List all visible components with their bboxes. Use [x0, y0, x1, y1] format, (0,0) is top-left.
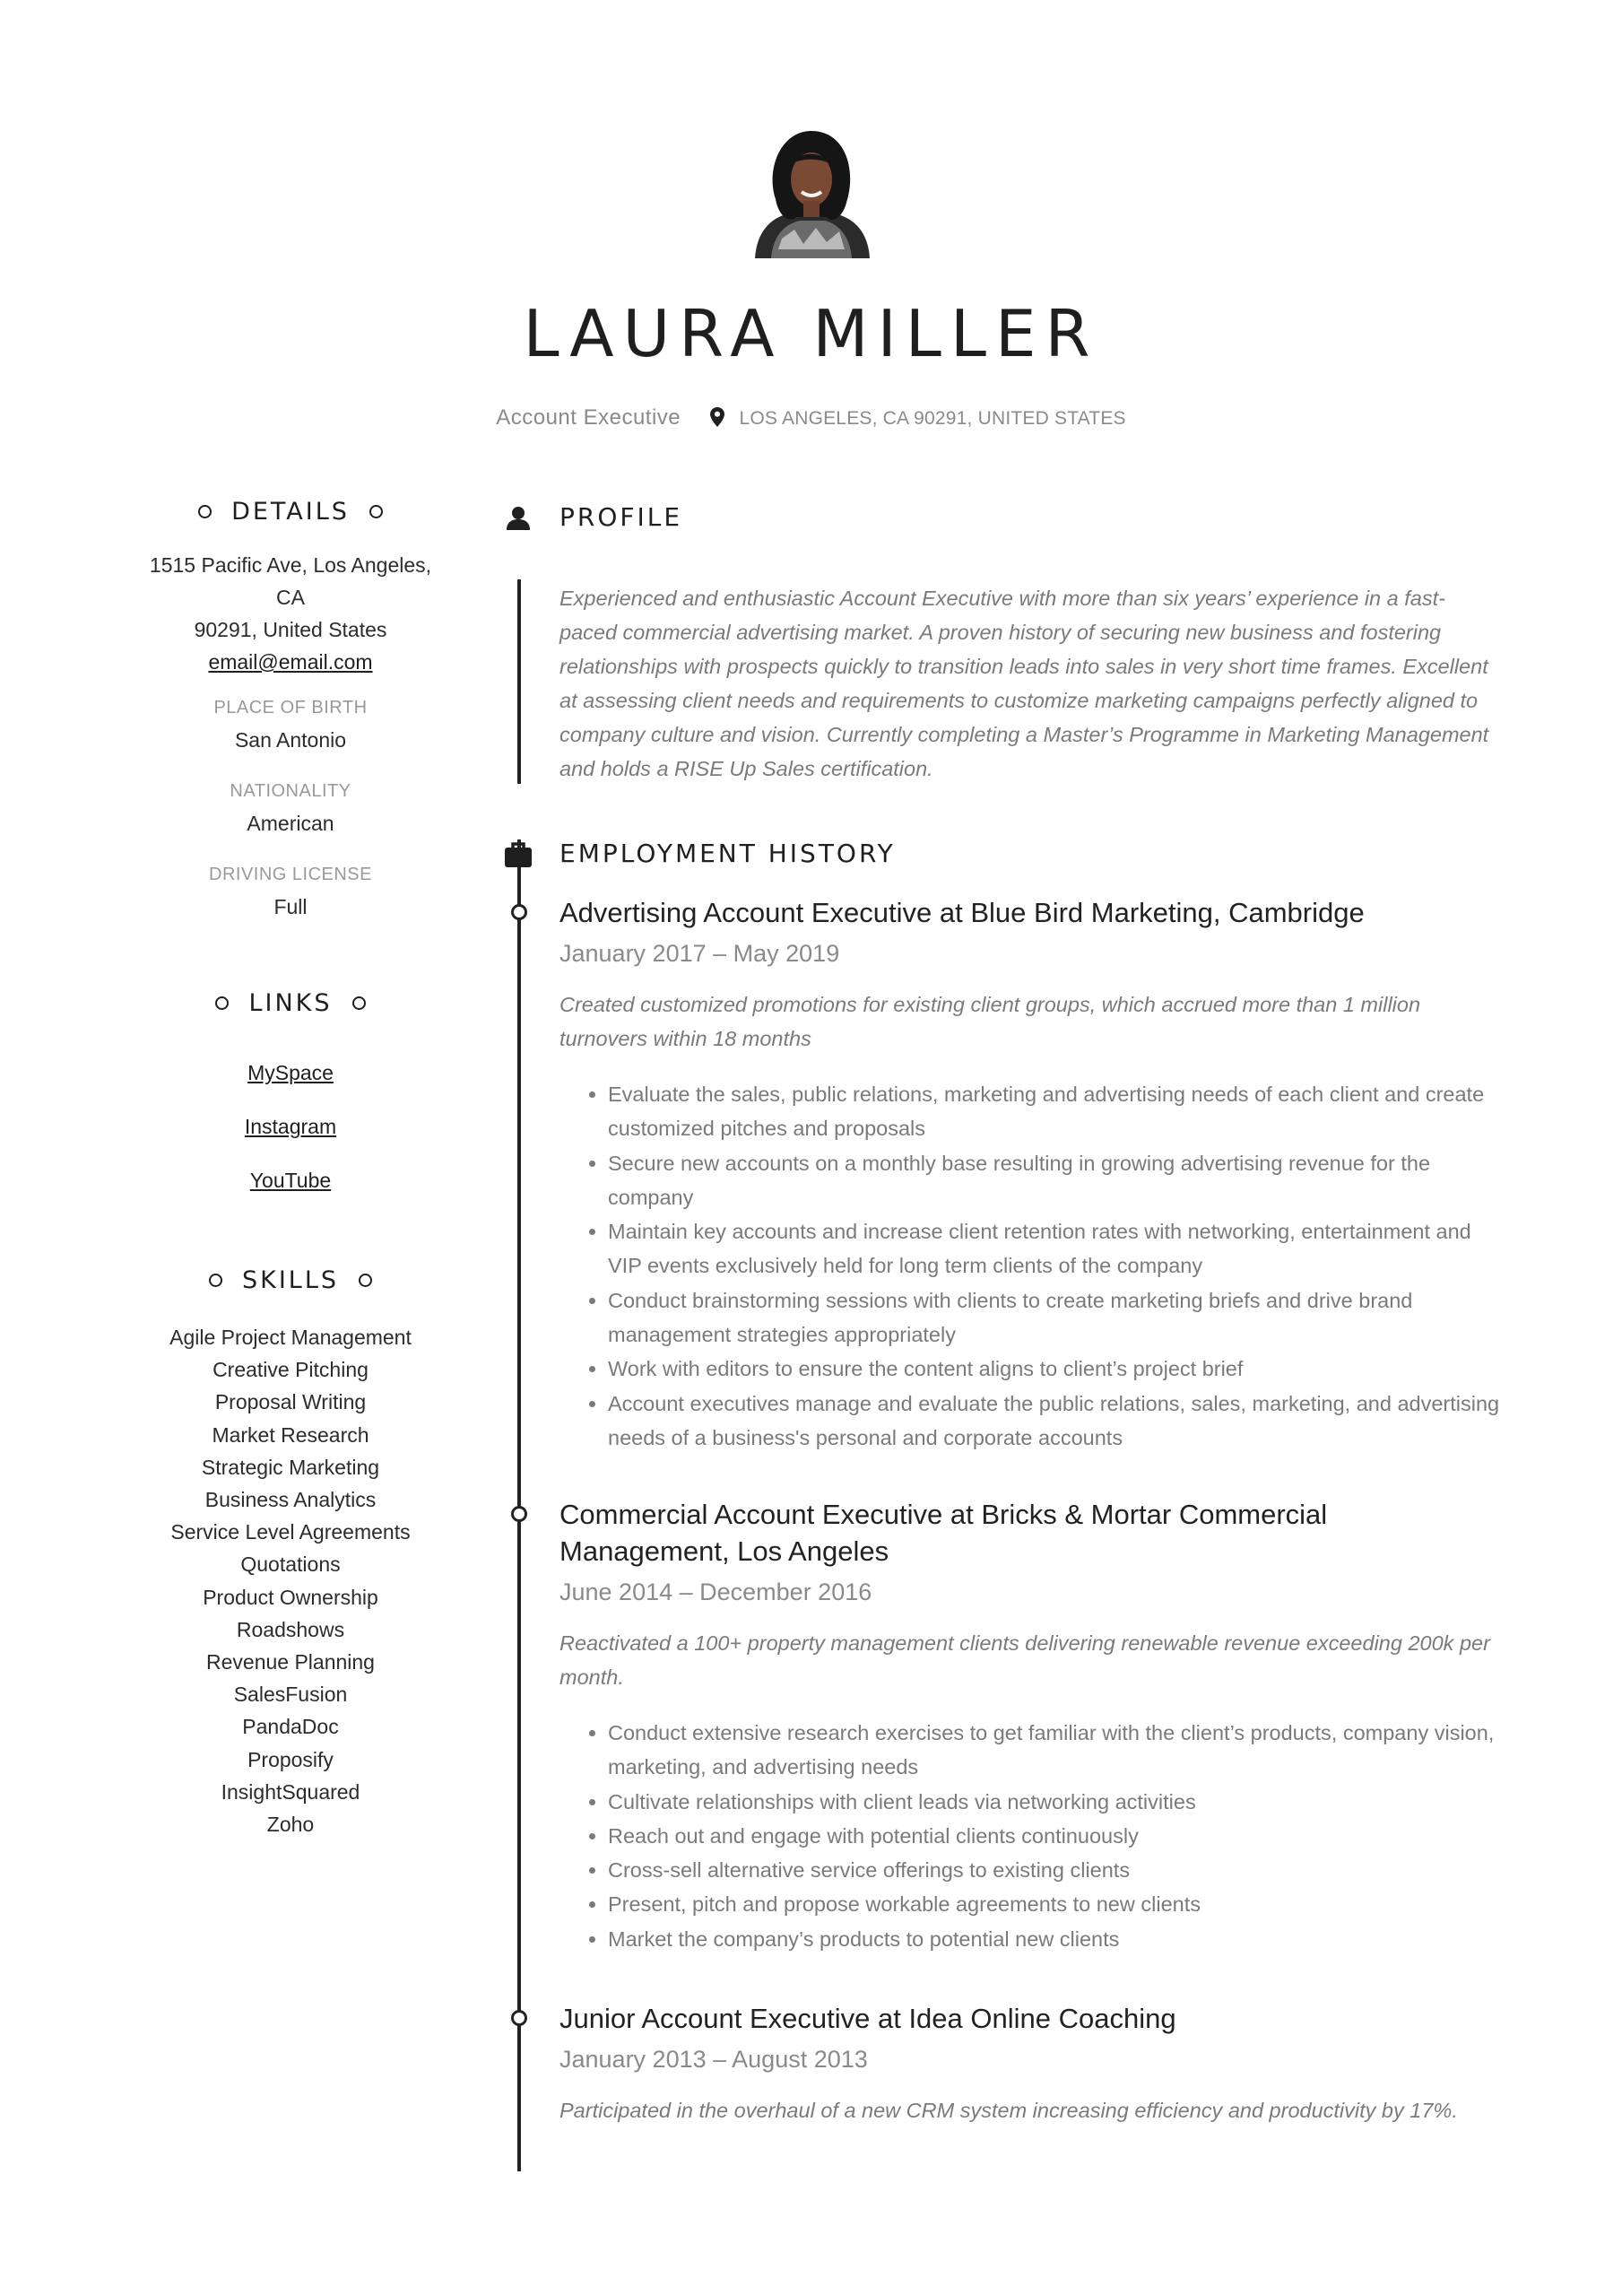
link-instagram[interactable]: Instagram — [244, 1115, 337, 1138]
job-title: Account Executive — [496, 405, 681, 430]
skill-item: SalesFusion — [233, 1683, 348, 1707]
job-title: Commercial Account Executive at Bricks & Mortar Commercial Management, Los Angeles — [559, 1499, 1328, 1567]
details-heading — [134, 498, 447, 526]
links-heading — [134, 989, 447, 1017]
bullet-item: • Cross-sell alternative service offerings to existing clients — [608, 1853, 1510, 1887]
address-block — [134, 549, 447, 678]
bullet-item: • Secure new accounts on a monthly base resulting in growing advertising revenue for the company — [608, 1146, 1510, 1215]
skill-item: Roadshows — [236, 1617, 345, 1641]
license-label: DRIVING LICENSE — [209, 865, 372, 884]
skill-item: Strategic Marketing — [201, 1455, 380, 1479]
sidebar — [134, 498, 447, 1840]
link-myspace[interactable]: MySpace — [247, 1061, 334, 1084]
bullet-item: • Present, pitch and propose workable agreements to new clients — [608, 1887, 1510, 1921]
skill-item: Creative Pitching — [213, 1358, 369, 1382]
bullet-item: • Evaluate the sales, public relations, marketing and advertising needs of each client and create customized pitches and proposals — [608, 1077, 1510, 1146]
nationality-value: American — [247, 812, 334, 835]
header-subline — [0, 405, 1622, 433]
job-entry — [559, 1496, 1510, 1956]
ring-icon — [352, 996, 366, 1010]
portrait-image — [746, 124, 877, 258]
skill-item: Market Research — [212, 1422, 369, 1447]
skill-item: Quotations — [240, 1552, 341, 1577]
employment-heading: EMPLOYMENT HISTORY — [559, 839, 896, 868]
bullet-item: • Market the company’s products to potential new clients — [608, 1922, 1510, 1956]
bullet-item: • Reach out and engage with potential clients continuously — [608, 1819, 1510, 1853]
briefcase-icon — [504, 841, 533, 873]
links-heading-label: LINKS — [248, 989, 333, 1017]
profile-heading: PROFILE — [559, 502, 683, 532]
skill-item: Product Ownership — [203, 1585, 378, 1609]
location: LOS ANGELES, CA 90291, UNITED STATES — [739, 408, 1126, 429]
address-line-1: 1515 Pacific Ave, Los Angeles, CA — [149, 553, 432, 609]
bullet-item: • Conduct brainstorming sessions with clients to create marketing briefs and drive brand management strategies appropriately — [608, 1283, 1510, 1352]
timeline-node — [511, 2010, 527, 2026]
location-pin-icon — [710, 407, 724, 433]
skill-item: PandaDoc — [242, 1715, 339, 1739]
license-value: Full — [273, 895, 308, 918]
birth-label: PLACE OF BIRTH — [213, 698, 368, 718]
job-summary: Created customized promotions for existing client groups, which accrued more than 1 million turnovers within 18 months — [559, 993, 1421, 1050]
ring-icon — [209, 1274, 222, 1287]
skill-item: InsightSquared — [221, 1779, 360, 1804]
timeline-node — [511, 1506, 527, 1522]
link-youtube[interactable]: YouTube — [249, 1169, 332, 1192]
links-list — [134, 1046, 447, 1207]
ring-icon — [215, 996, 229, 1010]
skill-item: Proposal Writing — [214, 1390, 367, 1414]
bullet-item: • Conduct extensive research exercises to get familiar with the client’s products, company vision, marketing, and advertising needs — [608, 1716, 1510, 1785]
job-bullets — [559, 1077, 1510, 1455]
person-icon — [504, 505, 533, 536]
job-dates: January 2017 – May 2019 — [559, 940, 840, 967]
birth-value: San Antonio — [234, 728, 347, 752]
ring-icon — [359, 1274, 372, 1287]
skill-item: Revenue Planning — [206, 1650, 375, 1674]
profile-text: Experienced and enthusiastic Account Executive with more than six years’ experience in a fast-paced commercial advertising market. A proven history of securing new business and fostering relationships with prospects quickly to transition leads into sales in very short time frames. Excellent at assessing client needs and requirements to customize marketing campaigns perfectly aligned to company culture and vision. Currently completing a Master’s Programme in Marketing Management and holds a RISE Up Sales certification. — [559, 587, 1489, 780]
job-entry — [559, 2000, 1510, 2127]
timeline-gap — [517, 784, 521, 839]
details-heading-label: DETAILS — [231, 498, 350, 526]
ring-icon — [369, 505, 383, 518]
address-line-2: 90291, United States — [194, 618, 387, 641]
skill-item: Service Level Agreements — [170, 1520, 411, 1544]
skills-heading — [134, 1266, 447, 1294]
skill-item: Agile Project Management — [169, 1326, 412, 1349]
ring-icon — [198, 505, 212, 518]
skill-item: Proposify — [247, 1747, 334, 1771]
skills-heading-label: SKILLS — [241, 1266, 340, 1294]
candidate-name: LAURA MILLER — [523, 296, 1099, 371]
skill-item: Zoho — [266, 1813, 315, 1837]
nationality-label: NATIONALITY — [230, 781, 351, 801]
bullet-item: • Account executives manage and evaluate the public relations, sales, marketing, and advertising needs of a business's personal and corporate accounts — [608, 1387, 1510, 1456]
job-summary: Reactivated a 100+ property management clients delivering renewable revenue exceeding 200k per month. — [559, 1631, 1490, 1689]
profile-photo — [746, 124, 877, 258]
skill-item: Business Analytics — [204, 1488, 377, 1512]
timeline-node — [511, 904, 527, 920]
job-title: Advertising Account Executive at Blue Bird Marketing, Cambridge — [559, 897, 1365, 928]
bullet-item: • Work with editors to ensure the content aligns to client’s project brief — [608, 1352, 1510, 1386]
job-dates: June 2014 – December 2016 — [559, 1578, 872, 1605]
job-summary: Participated in the overhaul of a new CRM system increasing efficiency and productivity by 17%. — [559, 2099, 1458, 2122]
job-bullets — [559, 1716, 1510, 1956]
job-entry — [559, 894, 1510, 1455]
job-title: Junior Account Executive at Idea Online Coaching — [559, 2003, 1176, 2034]
skills-list — [134, 1321, 447, 1840]
bullet-item: • Cultivate relationships with client leads via networking activities — [608, 1785, 1510, 1819]
email-link[interactable]: email@email.com — [208, 650, 373, 674]
bullet-item: • Maintain key accounts and increase client retention rates with networking, entertainment and VIP events exclusively held for long term clients of the company — [608, 1214, 1510, 1283]
job-dates: January 2013 – August 2013 — [559, 2046, 868, 2073]
